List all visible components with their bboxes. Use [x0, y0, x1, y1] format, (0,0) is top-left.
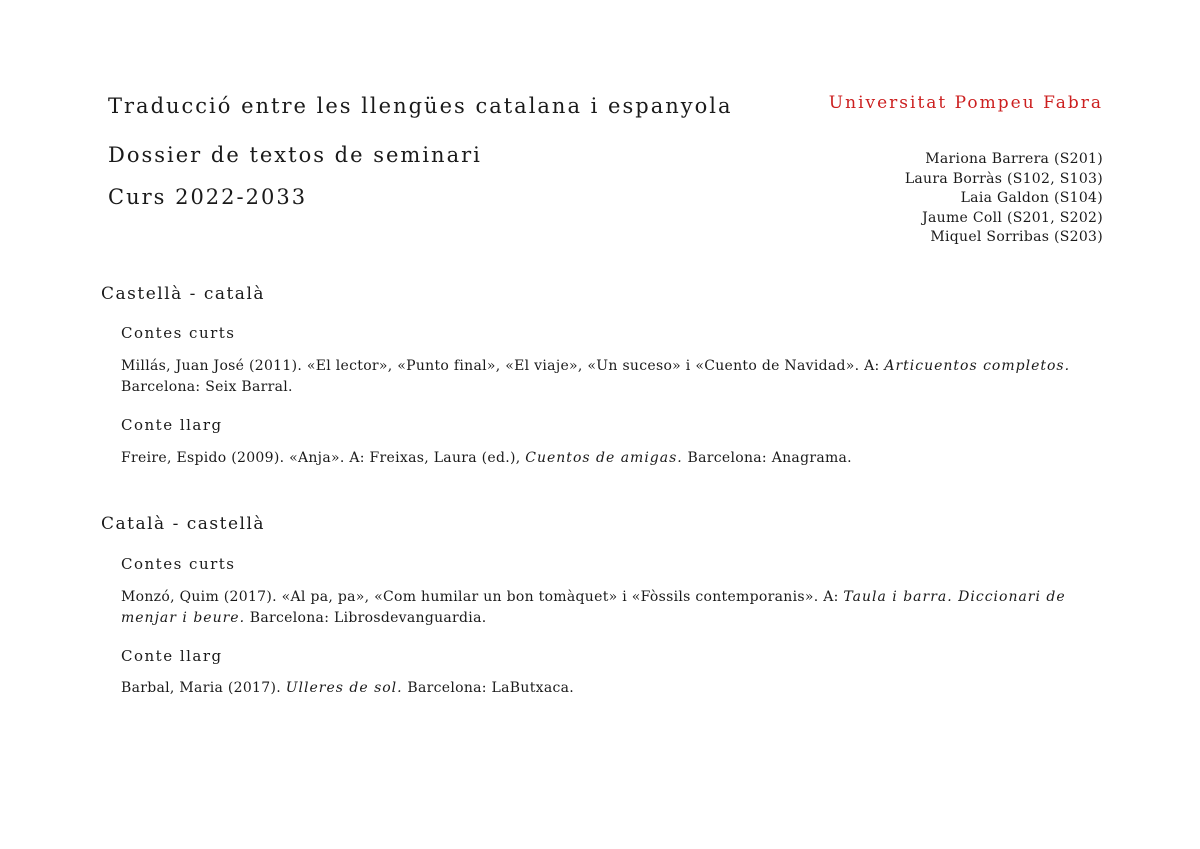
reference-text: Freire, Espido (2009). «Anja». A: Freixas, Laura (ed.), — [121, 450, 526, 466]
reference-text: Millás, Juan José (2011). «El lector», «Punto final», «El viaje», «Un suceso» i «Cuento de Navidad». A: — [121, 358, 885, 374]
subheading-contes-curts: Contes curts — [121, 555, 236, 573]
reference-book-title: Ulleres de sol. — [285, 680, 403, 696]
reference-publisher: Barcelona: LaButxaca. — [402, 680, 575, 696]
subheading-contes-curts: Contes curts — [121, 324, 236, 342]
teacher-item: Laia Galdon (S104) — [960, 190, 1103, 207]
reference-book-title: Articuentos completos. — [884, 358, 1071, 374]
reference-publisher: Barcelona: Librosdevanguardia. — [245, 610, 487, 626]
reference-publisher: Barcelona: Seix Barral. — [121, 379, 293, 395]
teacher-item: Jaume Coll (S201, S202) — [922, 209, 1103, 226]
teacher-item: Laura Borràs (S102, S103) — [904, 170, 1103, 187]
course-label: Curs 2022-2033 — [108, 185, 308, 209]
document-title: Traducció entre les llengües catalana i espanyola — [108, 94, 733, 118]
bibliography-reference — [121, 356, 1086, 398]
teachers-list — [905, 150, 1103, 248]
teacher-item: Miquel Sorribas (S203) — [930, 229, 1103, 246]
reference-publisher: Barcelona: Anagrama. — [682, 450, 852, 466]
section-heading-castella-catala: Castellà - català — [101, 284, 266, 304]
reference-text: Barbal, Maria (2017). — [121, 680, 286, 696]
university-name: Universitat Pompeu Fabra — [828, 93, 1103, 113]
reference-text: Monzó, Quim (2017). «Al pa, pa», «Com humilar un bon tomàquet» i «Fòssils contemporanis». A: — [121, 589, 844, 605]
document-subtitle: Dossier de textos de seminari — [108, 143, 482, 167]
reference-book-title: Taula i barra. Diccionari de menjar i beure. — [121, 589, 1066, 626]
bibliography-reference — [121, 678, 1086, 699]
teacher-item: Mariona Barrera (S201) — [925, 151, 1103, 167]
subheading-conte-llarg: Conte llarg — [121, 647, 223, 665]
section-heading-catala-castella: Català - castellà — [101, 514, 266, 534]
subheading-conte-llarg: Conte llarg — [121, 416, 223, 434]
reference-book-title: Cuentos de amigas. — [525, 450, 683, 466]
bibliography-reference — [121, 587, 1086, 629]
bibliography-reference — [121, 448, 1086, 469]
